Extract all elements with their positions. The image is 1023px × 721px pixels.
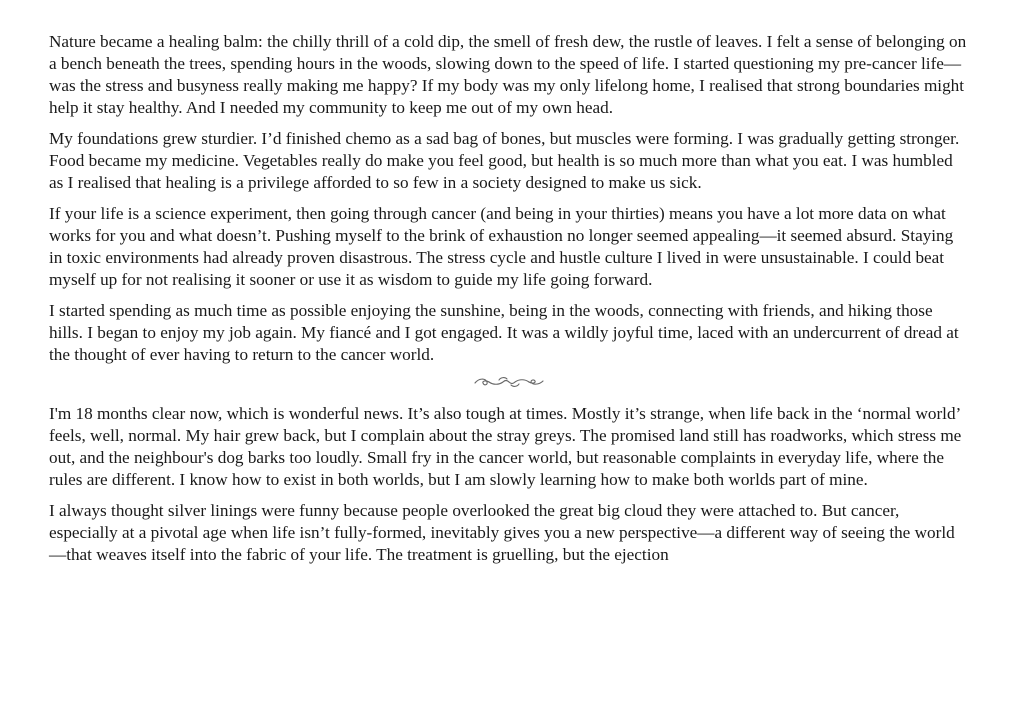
paragraph: I'm 18 months clear now, which is wonderful news. It’s also tough at times. Mostly it’s strange, when life back in the ‘normal world’ feels, well, normal. My hair grew back, but I complain about the stray greys. The promised land still has roadworks, which stress me out, and the neighbour's dog barks too loudly. Small fry in the cancer world, but reasonable complaints in everyday life, where the rules are different. I know how to exist in both worlds, but I am slowly learning how to make both worlds part of mine. (49, 404, 962, 489)
paragraph: Nature became a healing balm: the chilly thrill of a cold dip, the smell of fresh dew, the rustle of leaves. I felt a sense of belonging on a bench beneath the trees, spending hours in the woods, slowing down to the speed of life. I started questioning my pre-cancer life—was the stress and busyness really making me happy? If my body was my only lifelong home, I realised that strong boundaries might help it stay healthy. And I needed my community to keep me out of my own head. (49, 32, 967, 117)
paragraph: My foundations grew sturdier. I’d finished chemo as a sad bag of bones, but muscles were forming. I was gradually getting stronger. Food became my medicine. Vegetables really do make you feel good, but health is so much more than what you eat. I was humbled as I realised that healing is a privilege afforded to so few in a society designed to make us sick. (49, 129, 960, 192)
paragraph: I started spending as much time as possible enjoying the sunshine, being in the woods, connecting with friends, and hiking those hills. I began to enjoy my job again. My fiancé and I got engaged. It was a wildly joyful time, laced with an undercurrent of dread at the thought of ever having to return to the cancer world. (49, 301, 959, 364)
section-divider (49, 375, 969, 393)
article-body (49, 31, 969, 575)
ornamental-flourish-icon (473, 375, 545, 389)
paragraph: I always thought silver linings were funny because people overlooked the great big cloud they were attached to. But cancer, especially at a pivotal age when life isn’t fully-formed, inevitably gives you a new perspective—a different way of seeing the world—that weaves itself into the fabric of your life. The treatment is gruelling, but the ejection (49, 501, 955, 564)
paragraph: If your life is a science experiment, then going through cancer (and being in your thirties) means you have a lot more data on what works for you and what doesn’t. Pushing myself to the brink of exhaustion no longer seemed appealing—it seemed absurd. Staying in toxic environments had already proven disastrous. The stress cycle and hustle culture I lived in were unsustainable. I could beat myself up for not realising it sooner or use it as wisdom to guide my life going forward. (49, 204, 954, 289)
